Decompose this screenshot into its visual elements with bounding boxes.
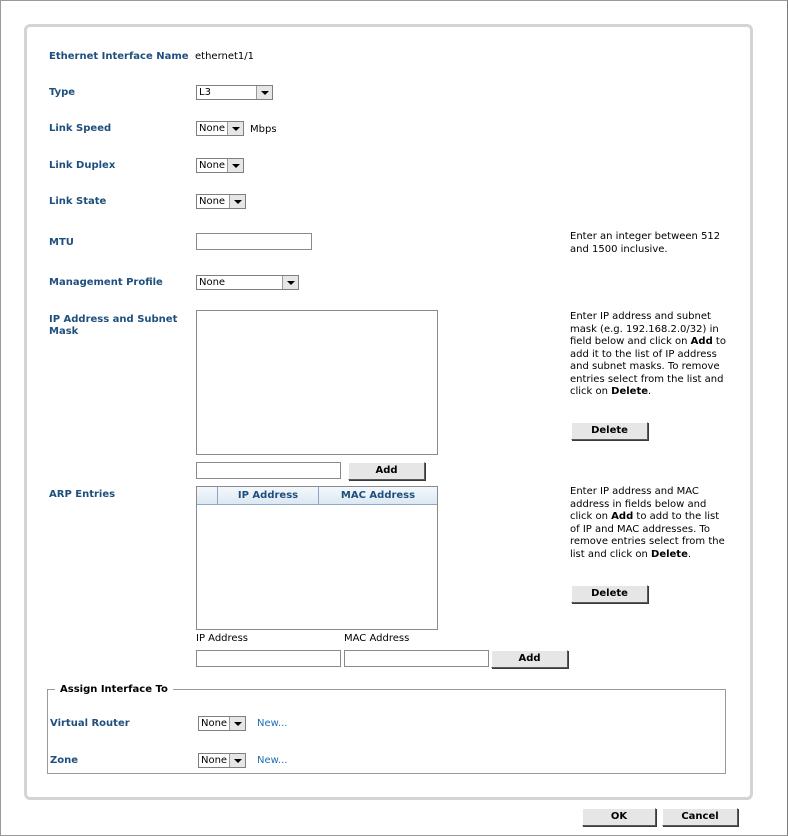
chevron-down-icon <box>282 276 298 289</box>
link-speed-label: Link Speed <box>49 123 112 134</box>
link-speed-value: None <box>199 123 226 134</box>
virtual-router-label: Virtual Router <box>50 718 130 729</box>
virtual-router-new-link[interactable]: New... <box>257 718 288 729</box>
ip-subnet-add-button[interactable]: Add <box>348 462 425 480</box>
ok-button[interactable]: OK <box>582 808 656 826</box>
link-duplex-label: Link Duplex <box>49 160 116 171</box>
link-state-label: Link State <box>49 196 107 207</box>
type-select[interactable] <box>196 85 273 100</box>
ip-subnet-delete-button[interactable]: Delete <box>571 422 648 440</box>
chevron-down-icon <box>229 754 245 767</box>
ip-subnet-label: IP Address and Subnet Mask <box>49 314 178 337</box>
chevron-down-icon <box>256 86 272 99</box>
management-profile-value: None <box>199 277 226 288</box>
chevron-down-icon <box>229 717 245 730</box>
zone-select[interactable] <box>198 753 246 768</box>
arp-delete-button[interactable]: Delete <box>571 585 648 603</box>
link-state-value: None <box>199 196 226 207</box>
arp-table-header <box>197 487 437 505</box>
arp-ip-column-header[interactable]: IP Address <box>218 487 319 504</box>
ip-subnet-list[interactable] <box>196 310 438 455</box>
mtu-help-text: Enter an integer between 512 and 1500 inclusive. <box>570 231 721 255</box>
chevron-down-icon <box>229 195 245 208</box>
link-state-select[interactable] <box>196 194 246 209</box>
arp-help-text: Enter IP address and MAC address in fields below and click on Add to add to the list of IP and MAC addresses. To remove entries select from the list and click on Delete. <box>570 486 725 560</box>
zone-new-link[interactable]: New... <box>257 755 288 766</box>
virtual-router-value: None <box>201 718 228 729</box>
chevron-down-icon <box>227 159 243 172</box>
arp-select-column-header[interactable] <box>197 487 218 504</box>
arp-mac-column-header[interactable]: MAC Address <box>340 490 416 501</box>
zone-value: None <box>201 755 228 766</box>
link-duplex-select[interactable] <box>196 158 244 173</box>
cancel-button[interactable]: Cancel <box>662 808 738 826</box>
mtu-label: MTU <box>49 237 74 248</box>
arp-ip-input[interactable] <box>196 650 341 667</box>
zone-label: Zone <box>50 755 79 766</box>
link-duplex-value: None <box>199 160 226 171</box>
arp-mac-input[interactable] <box>344 650 489 667</box>
management-profile-select[interactable] <box>196 275 299 290</box>
type-label: Type <box>49 87 76 98</box>
arp-add-button[interactable]: Add <box>491 650 568 668</box>
management-profile-label: Management Profile <box>49 277 163 288</box>
virtual-router-select[interactable] <box>198 716 246 731</box>
arp-entries-table[interactable] <box>196 486 438 630</box>
type-select-value: L3 <box>199 87 211 98</box>
interface-name-value: ethernet1/1 <box>195 51 255 62</box>
arp-ip-field-label: IP Address <box>196 633 248 644</box>
link-speed-select[interactable] <box>196 121 244 136</box>
assign-interface-legend: Assign Interface To <box>55 684 173 695</box>
assign-interface-group <box>47 689 726 774</box>
ip-subnet-help-text: Enter IP address and subnet mask (e.g. 192.168.2.0/32) in field below and click on Add to add it to the list of IP address and subnet masks. To remove entries select from the list and click on Delete. <box>570 311 726 397</box>
arp-entries-label: ARP Entries <box>49 489 116 500</box>
ip-subnet-input[interactable] <box>196 462 341 479</box>
interface-name-label: Ethernet Interface Name <box>49 51 189 62</box>
link-speed-unit: Mbps <box>250 124 277 135</box>
chevron-down-icon <box>227 122 243 135</box>
mtu-input[interactable] <box>196 233 312 250</box>
arp-mac-field-label: MAC Address <box>344 633 410 644</box>
